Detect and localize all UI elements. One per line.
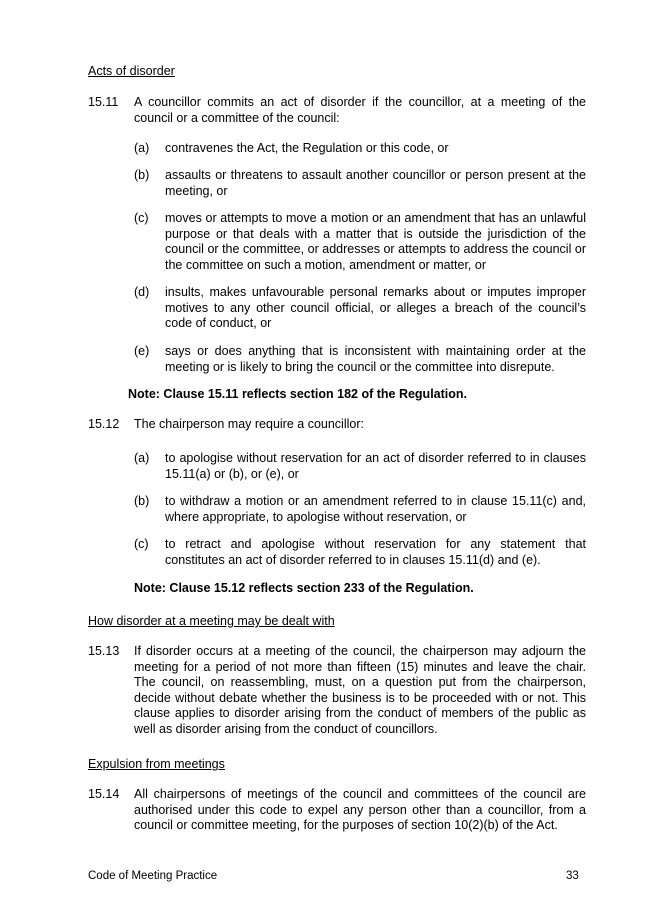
item-letter: (e)	[134, 344, 150, 358]
item-letter: (b)	[134, 168, 150, 182]
clause-number-15-12: 15.12	[88, 417, 120, 431]
item-text: to withdraw a motion or an amendment referred to in clause 15.11(c) and, where appropriate, to apologise without reservation, or	[165, 494, 586, 524]
item-letter: (d)	[134, 285, 150, 299]
clause-number-15-13: 15.13	[88, 644, 120, 658]
note-15-12: Note: Clause 15.12 reflects section 233 of the Regulation.	[134, 581, 474, 595]
item-text: to apologise without reservation for an act of disorder referred to in clauses 15.11(a) or (b), or (e), or	[165, 451, 586, 481]
item-letter: (a)	[134, 141, 150, 155]
heading-expulsion: Expulsion from meetings	[88, 757, 225, 771]
item-text: contravenes the Act, the Regulation or this code, or	[165, 141, 449, 155]
clause-number-15-11: 15.11	[88, 95, 119, 109]
item-letter: (b)	[134, 494, 150, 508]
item-text: says or does anything that is inconsistent with maintaining order at the meeting or is likely to bring the council or the committee into disrepute.	[165, 344, 586, 374]
clause-text-15-13: If disorder occurs at a meeting of the council, the chairperson may adjourn the meeting for a period of not more than fifteen (15) minutes and leave the chair. The council, on reassembling, must, on a question put from the chairperson, decide without debate whether the business is to be proceeded with or not. This clause applies to disorder arising from the conduct of members of the public as well as disorder arising from the conduct of councillors.	[134, 644, 586, 736]
item-text: assaults or threatens to assault another councillor or person present at the meeting, or	[165, 168, 586, 198]
item-text: moves or attempts to move a motion or an amendment that has an unlawful purpose or that deals with a matter that is outside the jurisdiction of the council or the committee, or addresses or attempts to address the council or the committee on such a motion, amendment or matter, or	[165, 211, 586, 272]
item-letter: (c)	[134, 537, 149, 551]
item-text: to retract and apologise without reservation for any statement that constitutes an act of disorder referred to in clauses 15.11(d) and (e).	[165, 537, 586, 567]
clause-text-15-12: The chairperson may require a councillor:	[134, 417, 364, 431]
footer-page-number: 33	[566, 870, 579, 882]
clause-text-15-11: A councillor commits an act of disorder if the councillor, at a meeting of the council or a committee of the council:	[134, 95, 586, 125]
item-letter: (a)	[134, 451, 150, 465]
item-text: insults, makes unfavourable personal remarks about or imputes improper motives to any other council official, or alleges a breach of the council’s code of conduct, or	[165, 285, 586, 330]
clause-text-15-14: All chairpersons of meetings of the council and committees of the council are authorised under this code to expel any person other than a councillor, from a council or committee meeting, for the purposes of section 10(2)(b) of the Act.	[134, 787, 586, 832]
note-15-11: Note: Clause 15.11 reflects section 182 of the Regulation.	[128, 387, 467, 401]
heading-acts-of-disorder: Acts of disorder	[88, 64, 175, 78]
item-letter: (c)	[134, 211, 149, 225]
footer-document-title: Code of Meeting Practice	[88, 870, 218, 882]
clause-number-15-14: 15.14	[88, 787, 120, 801]
heading-disorder-at-meeting: How disorder at a meeting may be dealt with	[88, 614, 335, 628]
